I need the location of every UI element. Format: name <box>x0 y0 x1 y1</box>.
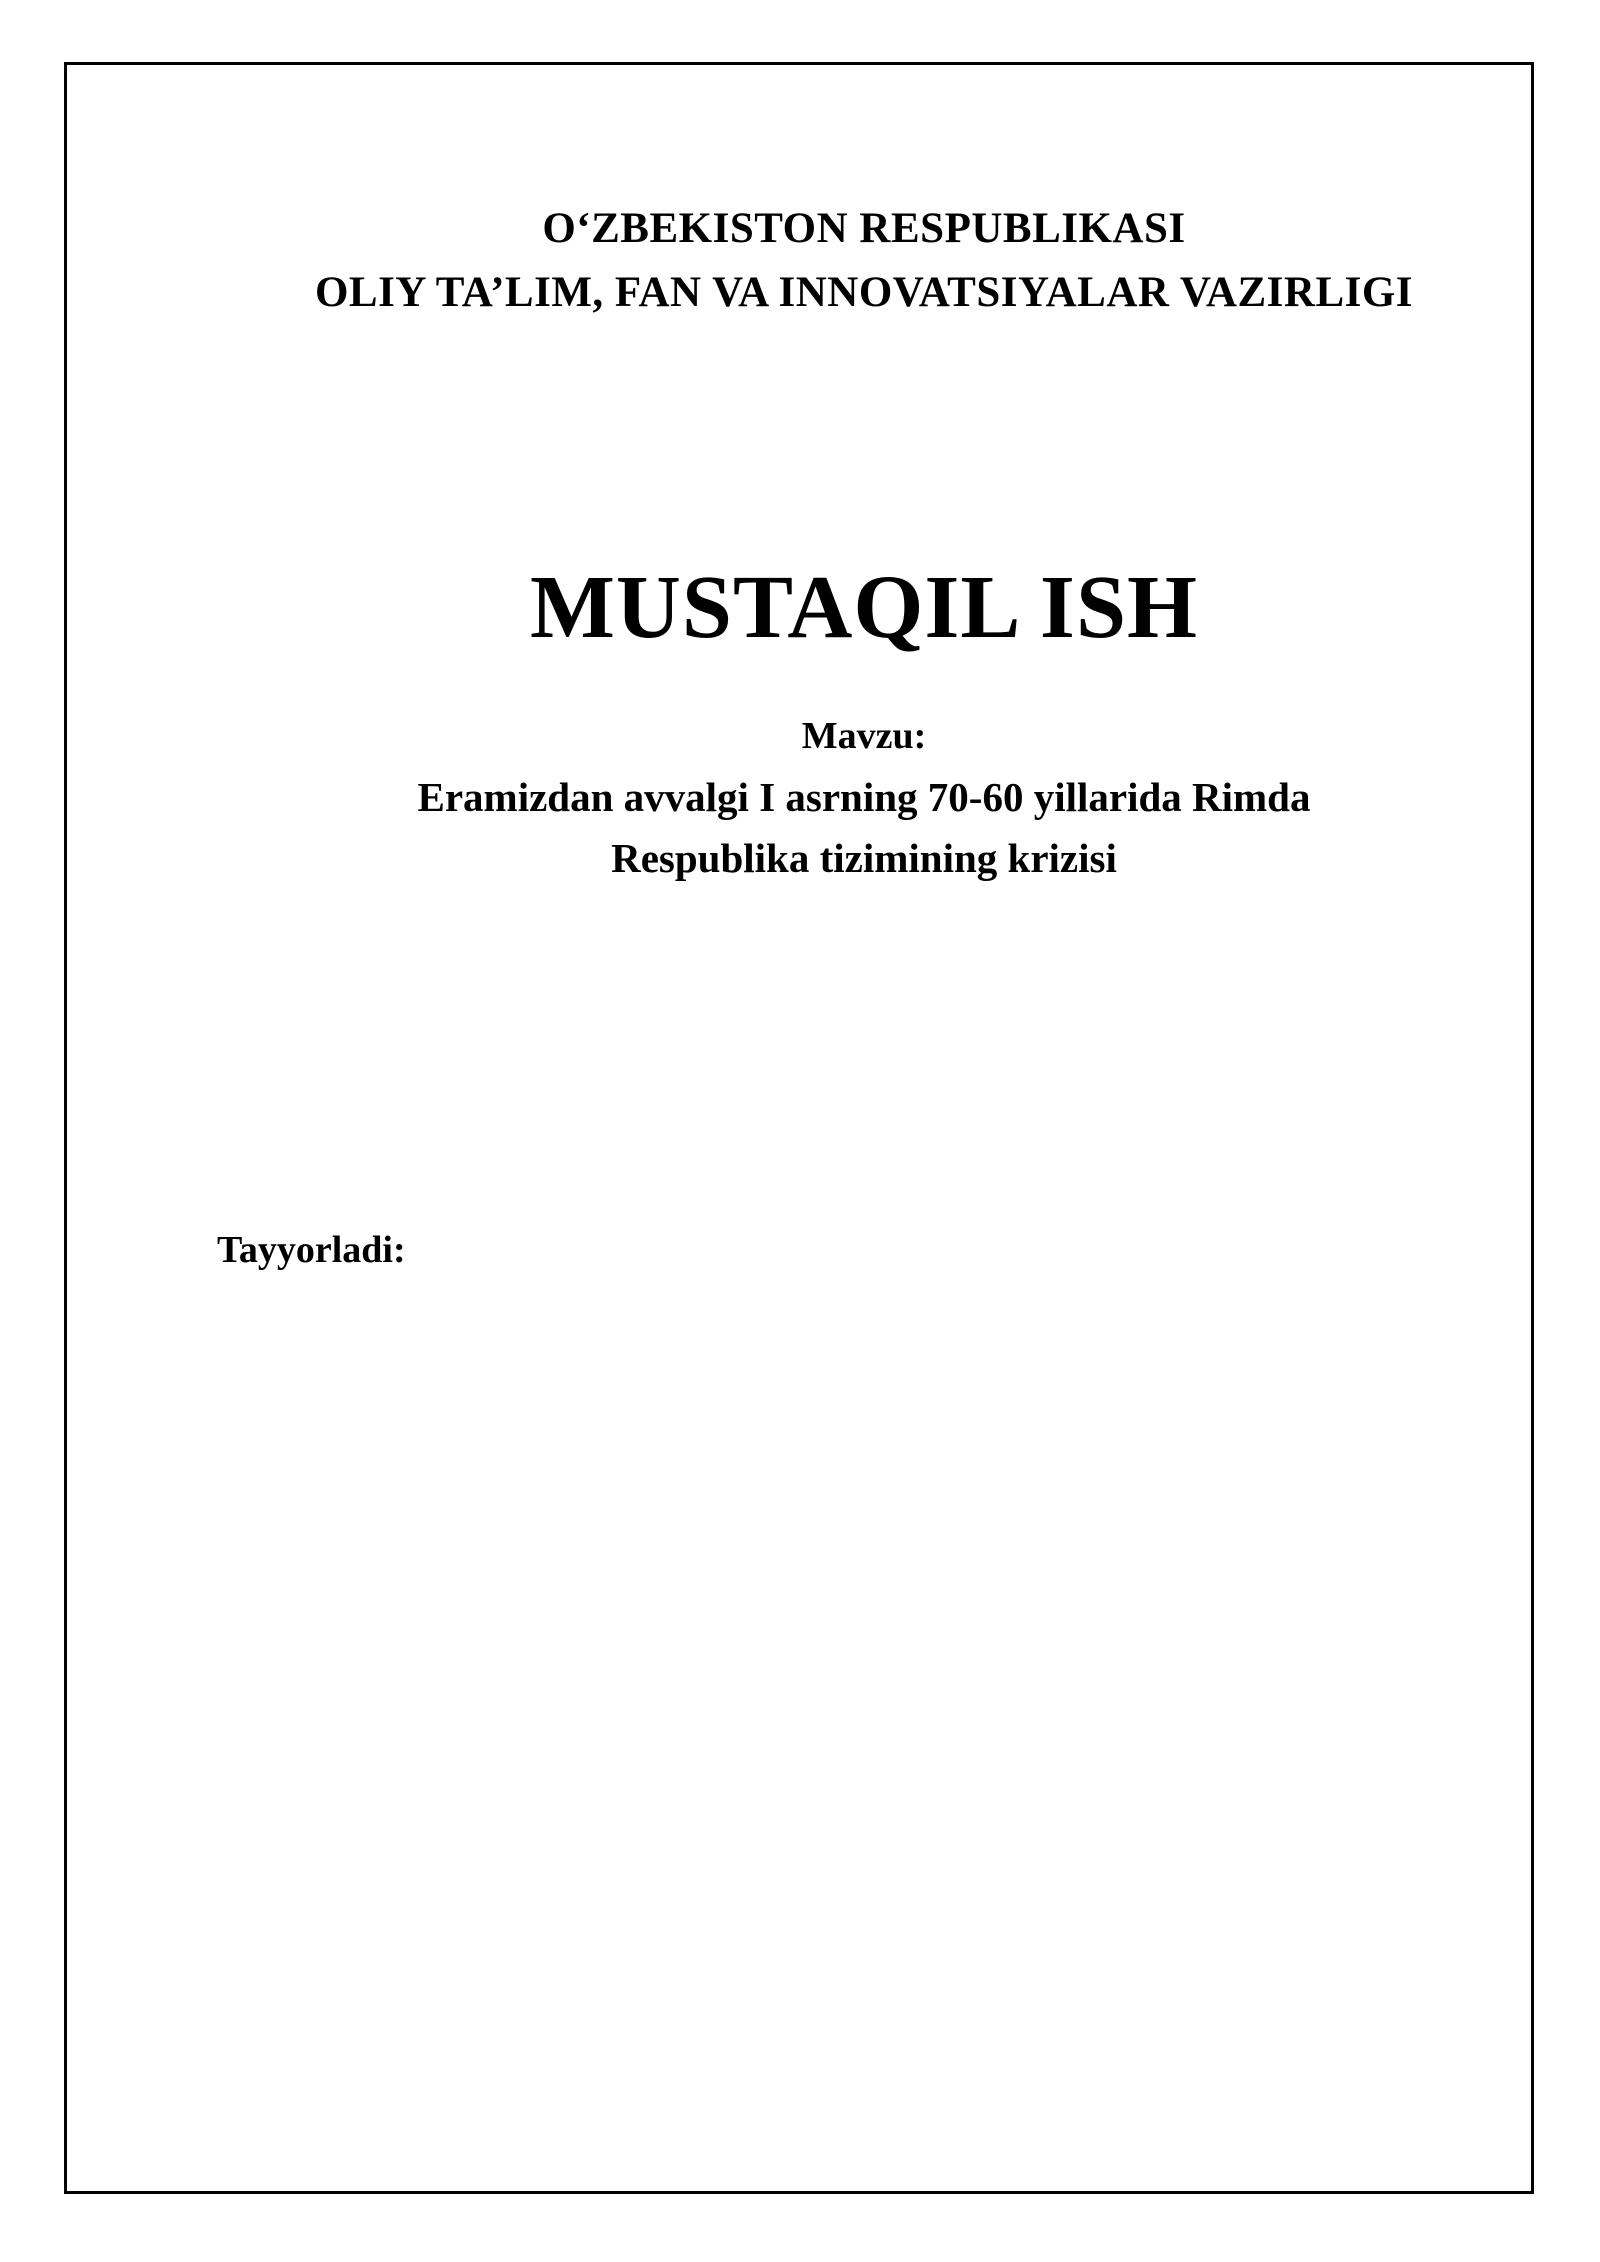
ministry-header <box>195 197 1533 325</box>
document-title: MUSTAQIL ISH <box>529 558 1198 657</box>
topic-line1: Eramizdan avvalgi I asrning 70-60 yillarida Rimda <box>417 774 1311 820</box>
ministry-header-line2: OLIY TA’LIM, FAN VA INNOVATSIYALAR VAZIRLIGI <box>314 269 1414 316</box>
prepared-by-label: Tayyorladi: <box>217 1229 406 1271</box>
topic-section <box>195 706 1533 889</box>
topic-label: Mavzu: <box>801 715 927 757</box>
topic-line2: Respublika tizimining krizisi <box>611 835 1117 881</box>
ministry-header-line1: O‘ZBEKISTON RESPUBLIKASI <box>542 205 1186 252</box>
page-border-frame <box>64 62 1534 2194</box>
